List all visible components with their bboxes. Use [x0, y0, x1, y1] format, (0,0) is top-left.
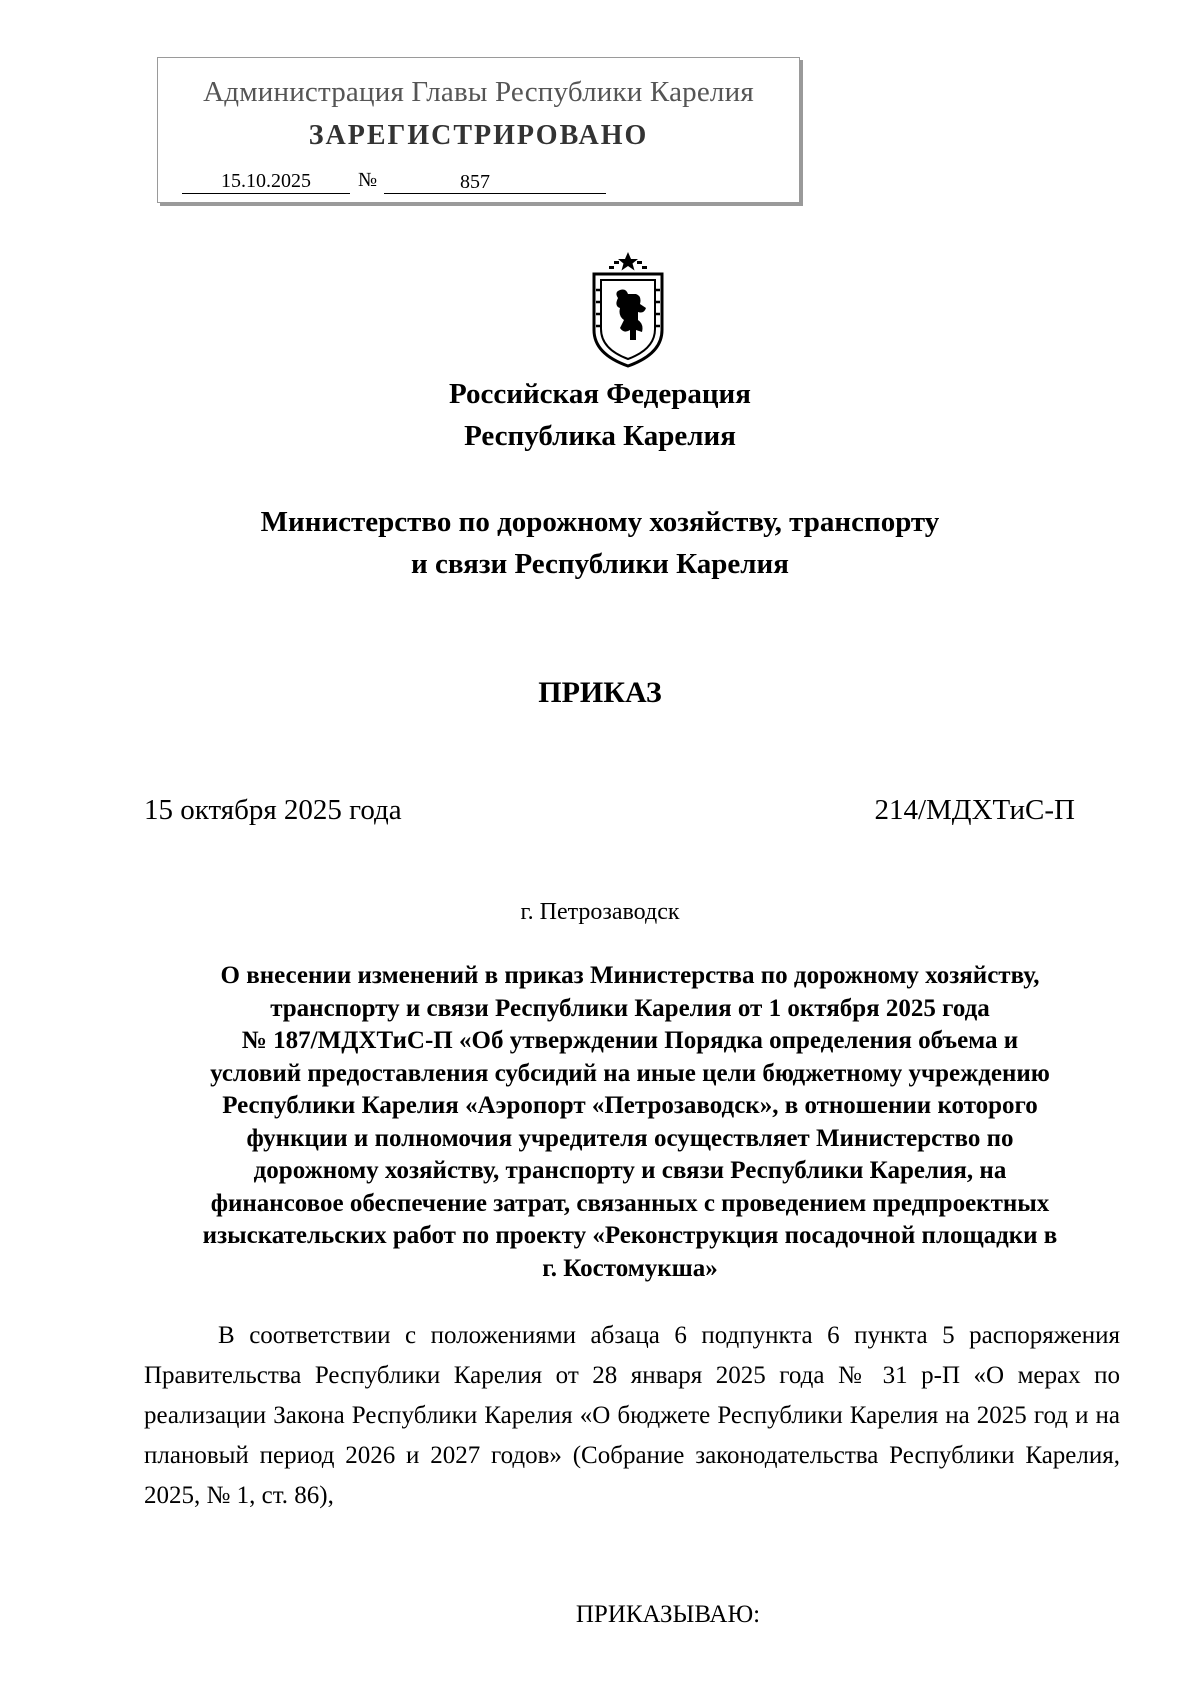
title-line: условий предоставления субсидий на иные цели бюджетному учреждению — [210, 1059, 1050, 1087]
stamp-num-sign: № — [358, 169, 378, 191]
title-line: изыскательских работ по проекту «Реконструкция посадочной площадки в — [202, 1222, 1058, 1249]
title-line: № 187/МДХТиС-П «Об утверждении Порядка определения объема и — [241, 1027, 1019, 1054]
title-line: О внесении изменений в приказ Министерства по дорожному хозяйству, — [220, 962, 1040, 989]
coat-of-arms-karelia-icon — [584, 250, 672, 368]
title-line: Республики Карелия «Аэропорт «Петрозаводск», в отношении которого — [222, 1092, 1038, 1119]
doc-number: 214/МДХТиС-П — [874, 794, 1075, 826]
order-word: ПРИКАЗЫВАЮ: — [575, 1601, 761, 1628]
stamp-reg-number: 857 — [384, 170, 606, 194]
doc-type-heading: ПРИКАЗ — [538, 676, 662, 709]
body-paragraph: В соответствии с положениями абзаца 6 подпункта 6 пункта 5 распоряжения Правительства Республики Карелия от 28 января 2025 года № 31 р-П «О мерах по реализации Закона Республики Карелия «О бюджете Республики Карелия на 2025 год и на плановый период 2026 и 2027 годов» (Собрание законодательства Республики Карелия, 2025, № 1, ст. 86), — [144, 1322, 1120, 1509]
title-line: г. Костомукша» — [542, 1254, 718, 1282]
title-line: финансовое обеспечение затрат, связанных с проведением предпроектных — [210, 1189, 1050, 1217]
stamp-reg-date: 15.10.2025 — [182, 169, 350, 194]
title-line: транспорту и связи Республики Карелия от 1 октября 2025 года — [270, 994, 990, 1022]
header-country: Российская Федерация — [449, 378, 751, 410]
header-ministry-line2: и связи Республики Карелия — [411, 548, 789, 580]
doc-title — [140, 960, 1120, 1285]
doc-date: 15 октября 2025 года — [144, 794, 402, 826]
header-region: Республика Карелия — [464, 420, 736, 452]
title-line: дорожному хозяйству, транспорту и связи Республики Карелия, на — [253, 1157, 1007, 1184]
title-line: функции и полномочия учредителя осуществляет Министерство по — [246, 1124, 1014, 1152]
stamp-status: ЗАРЕГИСТРИРОВАНО — [308, 120, 649, 151]
stamp-organization: Администрация Главы Республики Карелия — [203, 76, 754, 108]
registration-stamp — [157, 57, 800, 203]
header-ministry-line1: Министерство по дорожному хозяйству, транспорту — [260, 506, 940, 538]
doc-city: г. Петрозаводск — [520, 899, 680, 925]
